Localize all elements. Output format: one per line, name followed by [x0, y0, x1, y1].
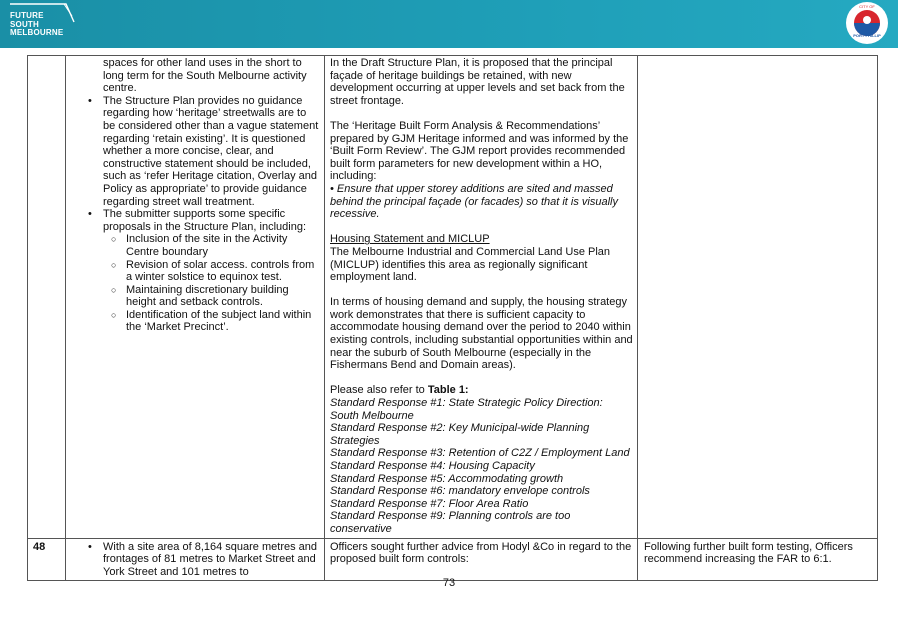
- row-number-cell: 48: [28, 538, 66, 581]
- list-item: [66, 208, 320, 233]
- recommendation-cell: [638, 538, 878, 581]
- standard-response: Standard Response #5: Accommodating growth: [330, 472, 564, 485]
- logo-line-1: FUTURE: [10, 11, 44, 20]
- submission-summary-cell: [66, 56, 325, 539]
- circle-bullet-icon: ○: [111, 259, 117, 270]
- list-item: [66, 95, 320, 208]
- circle-bullet-icon: ○: [111, 284, 117, 295]
- circle-bullet-icon: ○: [111, 309, 117, 320]
- summary-bullet-text: The submitter supports some specific proposals in the Structure Plan, including:: [103, 208, 307, 233]
- bullet-icon: •: [88, 208, 92, 221]
- logo-line-2: SOUTH: [10, 19, 39, 29]
- refer-line: [330, 384, 633, 397]
- sub-bullet-text: Inclusion of the site in the Activity Centre boundary: [126, 233, 288, 258]
- standard-response: Standard Response #7: Floor Area Ratio: [330, 497, 529, 510]
- sub-bullet-text: Revision of solar access. controls from a winter solstice to equinox test.: [126, 258, 315, 284]
- logo-line-3: MELBOURNE: [10, 28, 64, 37]
- response-paragraph: Officers sought further advice from Hodyl &Co in regard to the proposed built form controls:: [330, 540, 632, 566]
- page-header: [0, 0, 898, 48]
- response-paragraph: In terms of housing demand and supply, the housing strategy work demonstrates that there is sufficient capacity to accommodate housing demand over the period to 2040 within existing controls, including substantial opportunities within and near the suburb of South Melbourne (especially in the Fishermans Bend and Domain areas).: [330, 296, 633, 372]
- refer-prefix: Please also refer to: [330, 384, 428, 397]
- recommendation-text: Following further built form testing, Officers recommend increasing the FAR to 6:1.: [644, 540, 853, 566]
- list-item: [66, 233, 320, 258]
- seal-top-text: CITY OF: [859, 4, 875, 9]
- list-item: [66, 541, 320, 579]
- city-of-port-phillip-seal: [846, 2, 888, 44]
- summary-bullet-text: With a site area of 8,164 square metres and frontages of 81 metres to Market Street and York Street and 101 metres to: [103, 540, 318, 578]
- response-paragraph: In the Draft Structure Plan, it is proposed that the principal façade of heritage buildings be retained, with new development occurring at upper levels and set back from the street frontage.: [330, 57, 625, 107]
- future-south-melbourne-logo: [8, 2, 78, 46]
- list-item: [66, 259, 320, 284]
- circle-bullet-icon: ○: [111, 234, 117, 245]
- officer-response-cell: [325, 56, 638, 539]
- section-heading: Housing Statement and MICLUP: [330, 233, 490, 246]
- standard-response: Standard Response #6: mandatory envelope controls: [330, 485, 590, 498]
- submissions-table: [27, 55, 878, 581]
- sub-bullet-text: Maintaining discretionary building height and setback controls.: [126, 283, 289, 309]
- submission-summary-cell: [66, 538, 325, 581]
- summary-continuation: spaces for other land uses in the short to long term for the South Melbourne activity centre.: [103, 57, 307, 95]
- list-item: [66, 309, 320, 334]
- response-paragraph: The ‘Heritage Built Form Analysis & Recommendations’ prepared by GJM Heritage informed and was informed by the ‘Built Form Review’. The GJM report provides recommended built form parameters for new development within a HO, including:: [330, 119, 629, 183]
- row-number-cell: [28, 56, 66, 539]
- list-item: [66, 284, 320, 309]
- bullet-icon: •: [88, 540, 92, 553]
- standard-response: Standard Response #1: State Strategic Policy Direction: South Melbourne: [330, 397, 603, 422]
- standard-response: Standard Response #4: Housing Capacity: [330, 460, 535, 472]
- response-paragraph: The Melbourne Industrial and Commercial Land Use Plan (MICLUP) identifies this area as regionally significant employment land.: [330, 245, 611, 284]
- standard-response: Standard Response #3: Retention of C2Z / Employment Land: [330, 447, 630, 460]
- response-italic-paragraph: • Ensure that upper storey additions are sited and massed behind the principal façade (or facades) so that it is visually recessive.: [330, 182, 618, 221]
- seal-bottom-text: PORT PHILLIP: [853, 33, 881, 38]
- standard-response: Standard Response #2: Key Municipal-wide Planning Strategies: [330, 422, 590, 447]
- standard-response: Standard Response #9: Planning controls are too conservative: [330, 510, 571, 535]
- table-row: [28, 538, 878, 581]
- recommendation-text: [638, 56, 877, 60]
- sub-bullet-text: Identification of the subject land within the ‘Market Precinct’.: [126, 308, 312, 334]
- summary-bullet-text: The Structure Plan provides no guidance regarding how ‘heritage’ streetwalls are to be considered other than a vague statement regarding ‘retain existing’. It is questioned whether a more concise, clear, and constructive statement should be included, such as ‘refer Heritage citation, Overlay and Policy as appropriate’ to provide guidance regarding street wall treatment.: [103, 94, 319, 208]
- recommendation-cell: [638, 56, 878, 539]
- officer-response-cell: [325, 538, 638, 581]
- bullet-icon: •: [88, 94, 92, 107]
- table-row: [28, 56, 878, 539]
- page-number: 73: [442, 577, 456, 589]
- refer-table-label: Table 1:: [427, 384, 469, 397]
